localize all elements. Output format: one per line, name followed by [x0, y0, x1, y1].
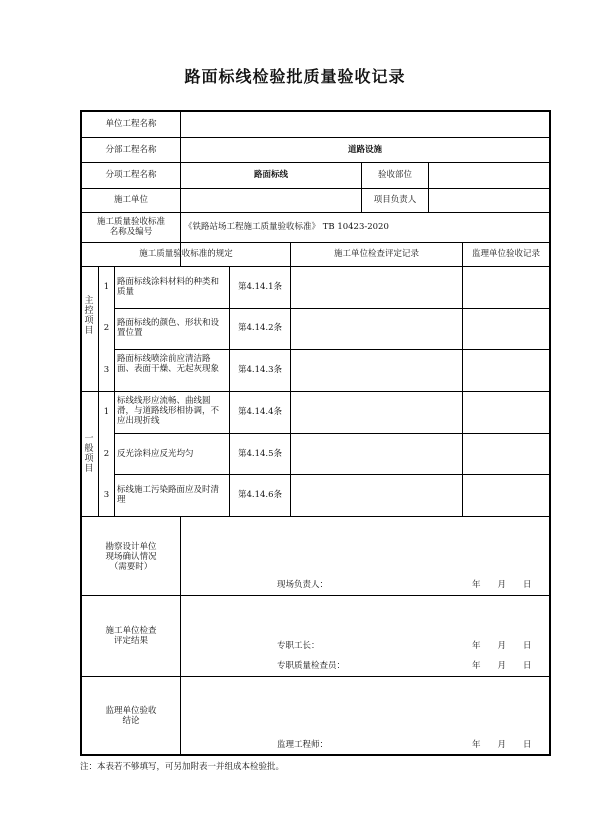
- contractor-result-label-line2: 评定结果: [113, 636, 148, 646]
- general-item-1-clause: 第4.14.4条: [237, 407, 283, 417]
- general-items-group-label: 一般项目: [84, 434, 94, 474]
- general-item-2-no: 2: [103, 449, 110, 459]
- general-item-2-text: 反光涂料应反光均匀: [117, 449, 194, 459]
- general-item-1-text: 标线线形应流畅、曲线圆滑，与道路线形相协调，不应出现折线: [117, 396, 220, 426]
- main-item-1-text: 路面标线涂料材料的种类和质量: [117, 277, 220, 297]
- subdivision-value: 路面标线: [253, 170, 288, 180]
- general-item-3-text: 标线施工污染路面应及时清理: [117, 485, 220, 505]
- contractor-label: 施工单位: [113, 195, 148, 205]
- main-item-3-text: 路面标线喷涂前应清洁路面、表面干燥、无起灰现象: [117, 354, 220, 374]
- survey-label-line2: 现场确认情况: [105, 552, 157, 562]
- main-item-1-clause: 第4.14.1条: [237, 282, 283, 292]
- column-contractor-check: 施工单位检查评定记录: [333, 249, 419, 259]
- general-item-3-clause: 第4.14.6条: [237, 490, 283, 500]
- contractor-result-label-line1: 施工单位检查: [105, 626, 157, 636]
- main-item-3-clause: 第4.14.3条: [237, 365, 283, 375]
- quality-inspector-label: 专职质量检查员：: [277, 661, 346, 671]
- page-title: 路面标线检验批质量验收记录: [184, 67, 406, 86]
- footnote: 注：本表若不够填写，可另加附表一并组成本检验批。: [80, 762, 285, 772]
- unit-project-label: 单位工程名称: [105, 119, 157, 129]
- standard-label-line1: 施工质量验收标准: [96, 217, 165, 227]
- general-item-3-no: 3: [103, 490, 110, 500]
- inspection-record-table: [80, 110, 551, 756]
- main-item-2-clause: 第4.14.2条: [237, 323, 283, 333]
- general-item-1-no: 1: [103, 407, 110, 417]
- main-item-2-no: 2: [103, 323, 110, 333]
- project-manager-label: 项目负责人: [373, 195, 417, 205]
- acceptance-part-label: 验收部位: [377, 170, 412, 180]
- main-item-2-text: 路面标线的颜色、形状和设置位置: [117, 318, 220, 338]
- general-item-2-clause: 第4.14.5条: [237, 449, 283, 459]
- survey-date: 年 月 日: [472, 580, 532, 590]
- main-items-group-label: 主控项目: [84, 296, 94, 336]
- supervisor-date: 年 月 日: [472, 740, 532, 750]
- main-item-1-no: 1: [103, 282, 110, 292]
- supervisor-label-line1: 监理单位验收: [105, 706, 157, 716]
- supervisor-engineer-label: 监理工程师：: [277, 740, 329, 750]
- supervisor-label-line2: 结论: [122, 716, 140, 726]
- main-item-3-no: 3: [103, 365, 110, 375]
- column-spec: 施工质量验收标准的规定: [139, 249, 233, 259]
- foreman-date: 年 月 日: [472, 641, 532, 651]
- division-value: 道路设施: [347, 145, 382, 155]
- subdivision-label: 分项工程名称: [105, 170, 157, 180]
- foreman-label: 专职工长：: [277, 641, 320, 651]
- standard-label-line2: 名称及编号: [109, 227, 153, 237]
- column-supervisor-record: 监理单位验收记录: [471, 249, 540, 259]
- survey-label-line1: 勘察设计单位: [105, 542, 157, 552]
- quality-inspector-date: 年 月 日: [472, 661, 532, 671]
- survey-label-line3: （需要时）: [109, 562, 153, 572]
- division-label: 分部工程名称: [105, 145, 157, 155]
- survey-person-label: 现场负责人：: [277, 580, 329, 590]
- standard-value: 《铁路站场工程施工质量验收标准》 TB 10423-2020: [184, 222, 389, 232]
